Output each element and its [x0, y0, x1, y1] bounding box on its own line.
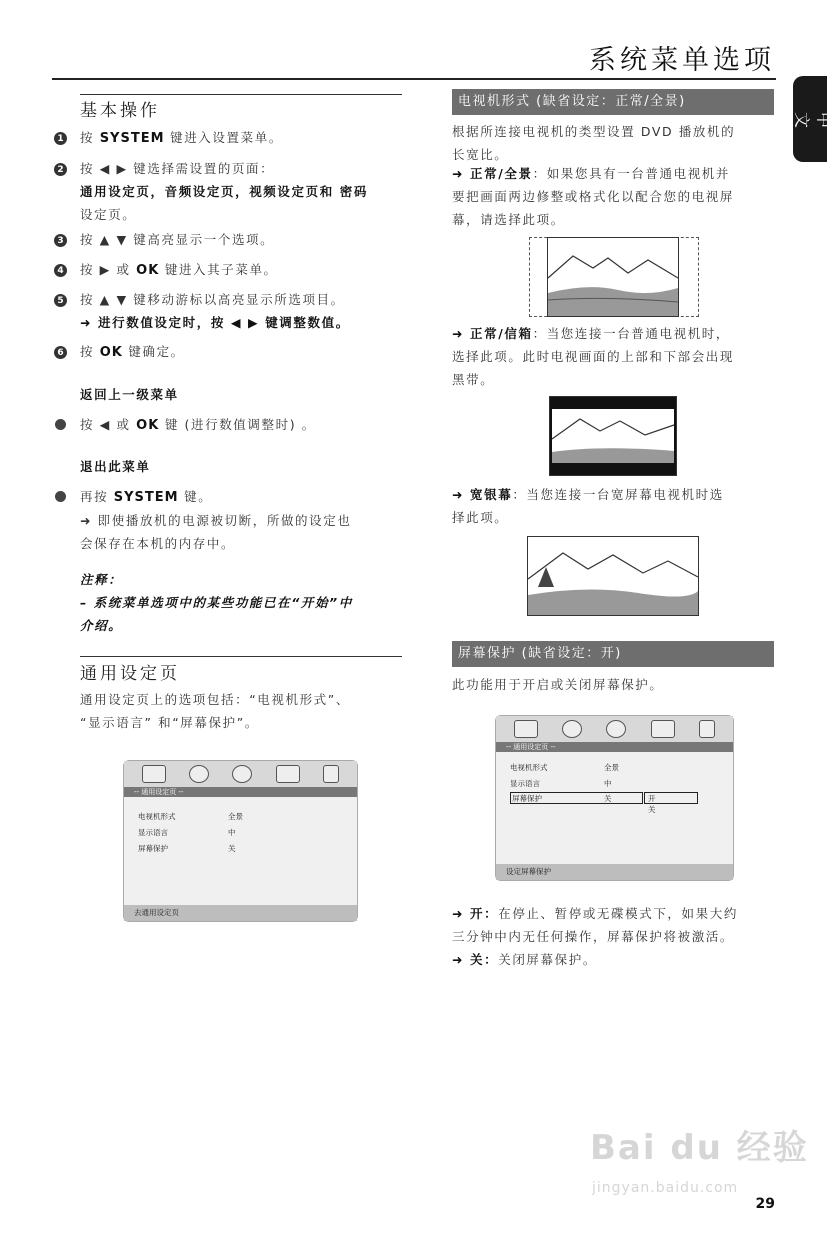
menu-label: 屏幕保护 — [512, 794, 542, 803]
step-number: 6 — [54, 346, 67, 359]
audio-page-icon — [189, 765, 209, 783]
screen-saver-menu-screenshot — [495, 715, 734, 881]
menu-label: 电视机形式 — [138, 812, 176, 821]
menu-body — [124, 797, 357, 905]
video-page-icon — [606, 720, 626, 738]
menu-label: 电视机形式 — [510, 763, 548, 772]
step-4: 按 ▶ 或 OK 键进入其子菜单。 — [80, 262, 278, 278]
menu-option: 关 — [648, 805, 656, 814]
widescreen-text: ➜ 宽银幕：当您连接一台宽屏幕电视机时选 择此项。 — [452, 487, 724, 525]
step-number: 4 — [54, 264, 67, 277]
menu-footer: 去通用设定页 — [124, 905, 357, 921]
step-6: 按 OK 键确定。 — [80, 344, 185, 360]
exit-text: 再按 SYSTEM 键。 ➜ 即使播放机的电源被切断，所做的设定也 会保存在本机的内存中。 — [80, 489, 352, 551]
back-text: 按 ◀ 或 OK 键 (进行数值调整时) 。 — [80, 417, 316, 433]
bullet — [55, 491, 66, 502]
video-page-icon — [232, 765, 252, 783]
menu-label: 显示语言 — [510, 779, 540, 788]
menu-value: 中 — [604, 779, 612, 788]
page-number: 29 — [755, 1196, 775, 1212]
pan-scan-text: ➜ 正常/全景：如果您具有一台普通电视机并 要把画面两边修整或格式化以配合您的电视屏 幕，请选择此项。 — [452, 166, 735, 227]
screen-saver-heading: 屏幕保护 (缺省设定：开) — [452, 641, 774, 667]
step-number: 3 — [54, 234, 67, 247]
lock-icon — [323, 765, 339, 783]
title-rule — [52, 78, 776, 80]
general-menu-screenshot — [123, 760, 358, 922]
step-number: 5 — [54, 294, 67, 307]
menu-value: 关 — [604, 794, 612, 803]
menu-value: 中 — [228, 828, 236, 837]
menu-label: 屏幕保护 — [138, 844, 168, 853]
menu-footer: 设定屏幕保护 — [496, 864, 733, 880]
preference-page-icon — [276, 765, 300, 783]
menu-label: 显示语言 — [138, 828, 168, 837]
menu-value: 全景 — [604, 763, 619, 772]
lock-icon — [699, 720, 715, 738]
letterbox-text: ➜ 正常/信箱：当您连接一台普通电视机时， 选择此项。此时电视画面的上部和下部会出现 黑带。 — [452, 326, 735, 387]
pan-scan-picture — [547, 237, 679, 317]
general-page-icon — [514, 720, 538, 738]
language-tab[interactable]: 中文 — [793, 76, 827, 162]
note: 注释： – 系统菜单选项中的某些功能已在“开始”中 介绍。 — [80, 572, 353, 633]
general-heading: 通用设定页 — [80, 664, 180, 684]
menu-value: 全景 — [228, 812, 243, 821]
audio-page-icon — [562, 720, 582, 738]
step-2: 按 ◀ ▶ 键选择需设置的页面： 通用设定页，音频设定页，视频设定页和 密码 设定页。 — [80, 161, 368, 222]
menu-value: 关 — [228, 844, 236, 853]
watermark-logo: Bai du 经验 — [590, 1128, 809, 1168]
section-rule — [80, 656, 402, 657]
exit-heading: 退出此菜单 — [80, 459, 151, 474]
menu-icon-bar — [496, 716, 733, 742]
screen-saver-options: ➜ 开：在停止、暂停或无碟模式下，如果大约 三分钟中内无任何操作，屏幕保护将被激活。 ➜ 关：关闭屏幕保护。 — [452, 906, 738, 967]
back-heading: 返回上一级菜单 — [80, 387, 179, 402]
section-rule — [80, 94, 402, 95]
watermark-url: jingyan.baidu.com — [592, 1180, 739, 1196]
page-title: 系统菜单选项 — [589, 45, 775, 76]
menu-option: 开 — [648, 794, 656, 803]
basic-heading: 基本操作 — [80, 101, 160, 121]
step-3: 按 ▲ ▼ 键高亮显示一个选项。 — [80, 232, 275, 247]
letterbox-picture — [549, 396, 677, 476]
step-1: 按 SYSTEM 键进入设置菜单。 — [80, 130, 283, 146]
step-number: 1 — [54, 132, 67, 145]
tv-intro: 根据所连接电视机的类型设置 DVD 播放机的 长宽比。 — [452, 124, 736, 162]
step-5: 按 ▲ ▼ 键移动游标以高亮显示所选项目。 ➜ 进行数值设定时，按 ◀ ▶ 键调整数值。 — [80, 292, 350, 330]
preference-page-icon — [651, 720, 675, 738]
screen-saver-intro: 此功能用于开启或关闭屏幕保护。 — [452, 677, 664, 692]
menu-title-bar: -- 通用设定页 -- — [124, 787, 357, 797]
widescreen-picture — [527, 536, 699, 616]
menu-icon-bar — [124, 761, 357, 787]
menu-body — [496, 752, 733, 864]
general-page-icon — [142, 765, 166, 783]
bullet — [55, 419, 66, 430]
step-number: 2 — [54, 163, 67, 176]
tv-type-heading: 电视机形式 (缺省设定：正常/全景) — [452, 89, 774, 115]
general-intro: 通用设定页上的选项包括：“电视机形式”、 “显示语言” 和“屏幕保护”。 — [80, 692, 350, 730]
menu-title-bar: -- 通用设定页 -- — [496, 742, 733, 752]
